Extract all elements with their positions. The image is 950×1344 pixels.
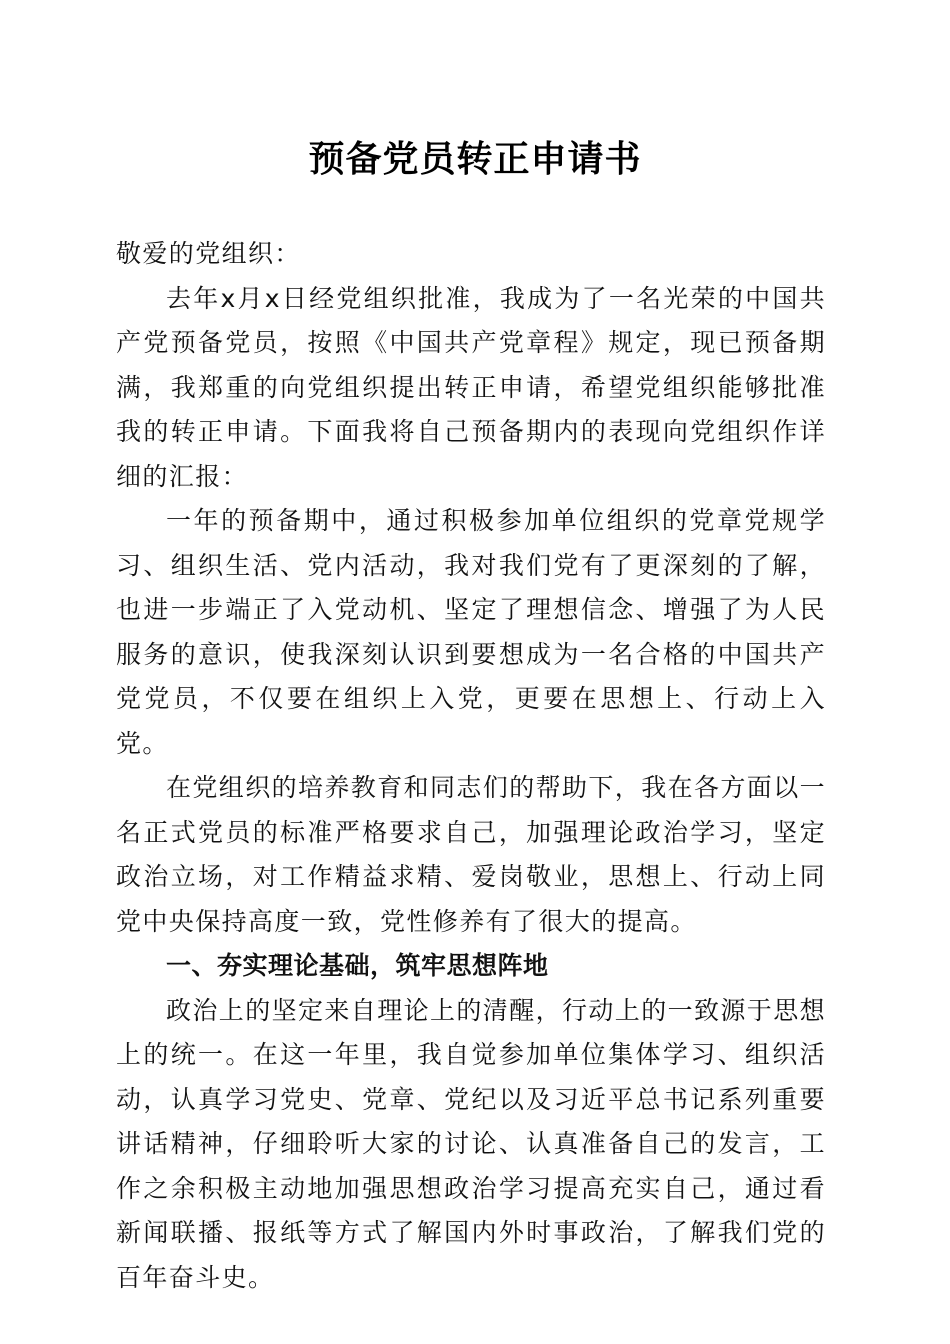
document-title: 预备党员转正申请书 xyxy=(308,138,642,180)
paragraph-theory: 政治上的坚定来自理论上的清醒，行动上的一致源于思想上的统一。在这一年里，我自觉参加单位集体学习、组织活动，认真学习党史、党章、党纪以及习近平总书记系列重要讲话精神，仔细聆听大家的讨论、认真准备自己的发言，工作之余积极主动地加强思想政治学习提高充实自己，通过看新闻联播、报纸等方式了解国内外时事政治，了解我们党的百年奋斗史。 xyxy=(116,995,827,1292)
section-heading: 一、夯实理论基础，筑牢思想阵地 xyxy=(166,951,549,980)
salutation: 敬爱的党组织： xyxy=(116,239,301,268)
paragraph-growth: 在党组织的培养教育和同志们的帮助下，我在各方面以一名正式党员的标准严格要求自己，加强理论政治学习，坚定政治立场，对工作精益求精、爱岗敬业，思想上、行动上同党中央保持高度一致，党性修养有了很大的提高。 xyxy=(116,773,827,936)
document-body xyxy=(116,232,826,1300)
paragraph-intro: 去年x月x日经党组织批准，我成为了一名光荣的中国共产党预备党员，按照《中国共产党章程》规定，现已预备期满，我郑重的向党组织提出转正申请，希望党组织能够批准我的转正申请。下面我将自己预备期内的表现向党组织作详细的汇报： xyxy=(116,283,826,491)
paragraph-probation: 一年的预备期中，通过积极参加单位组织的党章党规学习、组织生活、党内活动，我对我们党有了更深刻的了解，也进一步端正了入党动机、坚定了理想信念、增强了为人民服务的意识，使我深刻认识到要想成为一名合格的中国共产党党员，不仅要在组织上入党，更要在思想上、行动上入党。 xyxy=(116,506,826,758)
